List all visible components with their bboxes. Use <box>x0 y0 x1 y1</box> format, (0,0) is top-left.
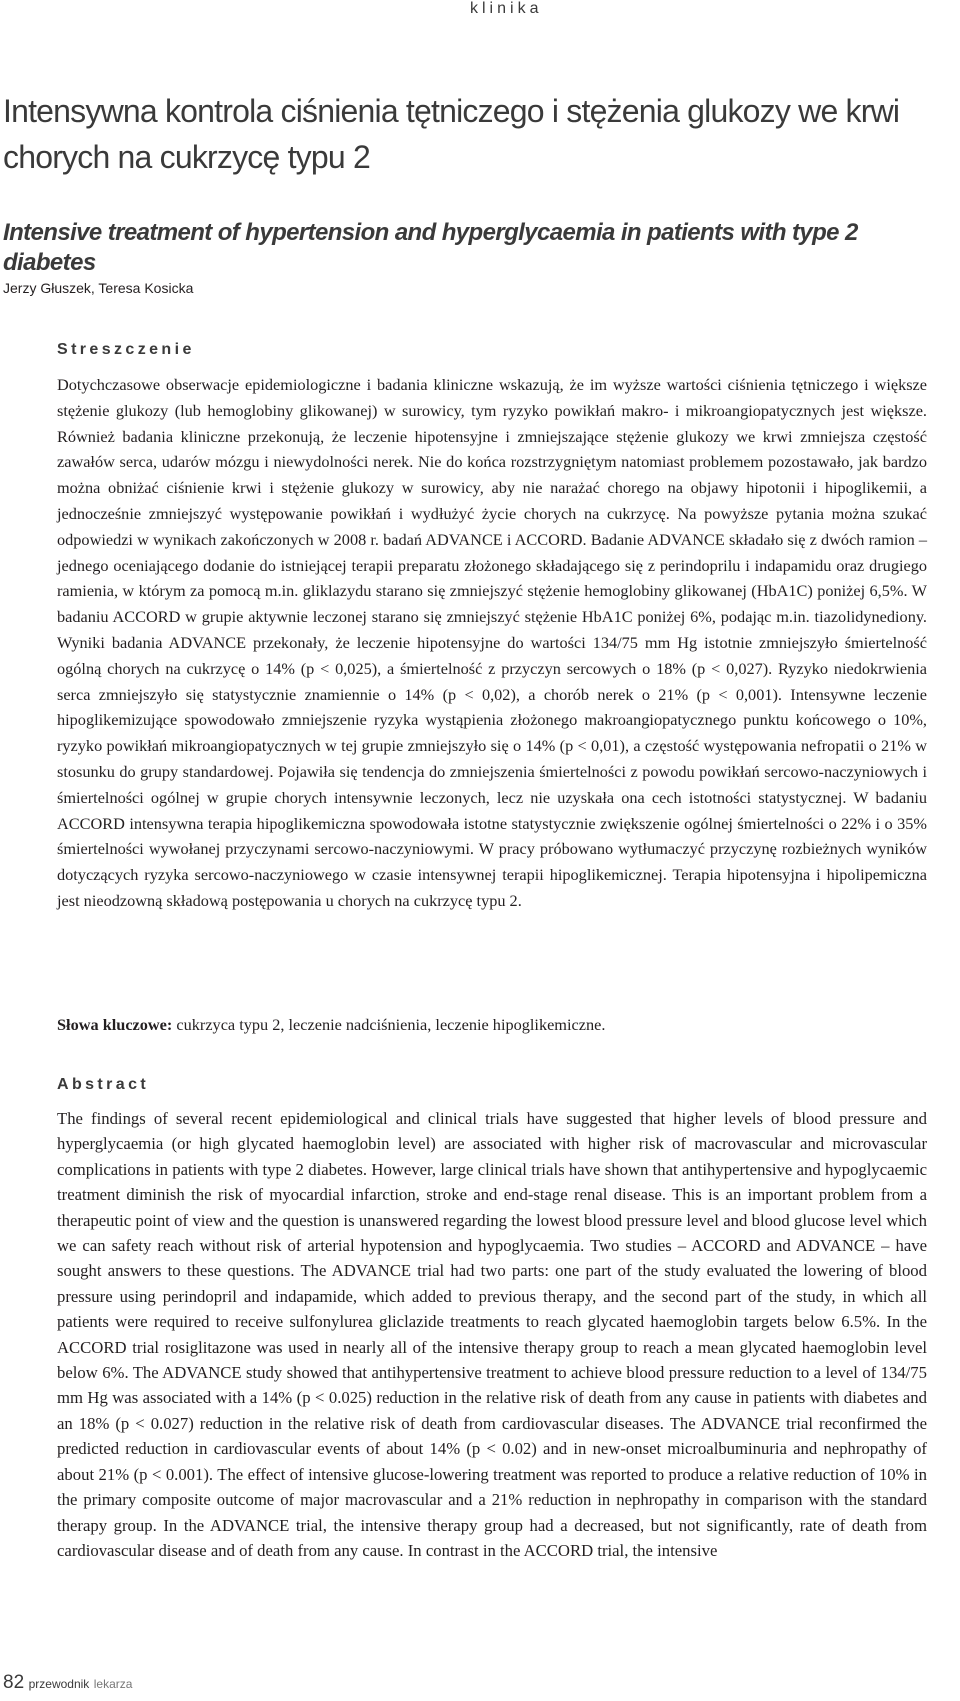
authors: Jerzy Głuszek, Teresa Kosicka <box>3 280 194 296</box>
abstract-heading: Abstract <box>57 1076 150 1093</box>
keywords-label: Słowa kluczowe: <box>57 1015 173 1034</box>
abstract-text: The findings of several recent epidemiological and clinical trials have suggested that higher levels of blood pressure and hyperglycaemia (or high glycated haemoglobin level) are associated with higher risk of macrovascular and microvascular complications in patients with type 2 diabetes. However, large clinical trials have shown that antihypertensive and hypoglycaemic treatment diminish the risk of myocardial infarction, stroke and end-stage renal disease. This is an important problem from a therapeutic point of view and the question is unanswered regarding the lowest blood pressure level and blood glucose level which we can safety reach without risk of arterial hypotension and hypoglycaemia. Two studies – ACCORD and ADVANCE – have sought answers to these questions. The ADVANCE trial had two parts: one part of the study evaluated the lowering of blood pressure using perindopril and indapamide, which added to previous therapy, and the second part of the study, in which all patients were required to receive sulfonylurea gliclazide treatments to reach glycated haemoglobin targets below 6.5%. In the ACCORD trial rosiglitazone was used in nearly all of the intensive therapy group to reach a mean glycated haemoglobin level below 6%. The ADVANCE study showed that antihypertensive treatment to achieve blood pressure reduction to a level of 134/75 mm Hg was associated with a 14% (p < 0.025) reduction in the relative risk of death from any cause in patients with diabetes and an 18% (p < 0.027) reduction in the relative risk of death from cardiovascular diseases. The ADVANCE trial reconfirmed the predicted reduction in cardiovascular events of about 14% (p < 0.02) and in new-onset microalbuminuria and nephropathy of about 21% (p < 0.001). The effect of intensive glucose-lowering treatment was reported to produce a relative reduction of 10% in the primary composite outcome of major macrovascular and a 21% reduction in nephropathy in comparison with the standard therapy group. In the ADVANCE trial, the intensive therapy group had a decreased, but not significantly, rate of death from cardiovascular disease and of death from any cause. In contrast in the ACCORD trial, the intensive <box>57 1109 927 1560</box>
article-title-english: Intensive treatment of hypertension and hyperglycaemia in patients with type 2 diabetes <box>3 219 858 276</box>
journal-name: przewodnik <box>28 1677 90 1691</box>
streszczenie-text: Dotychczasowe obserwacje epidemiologiczne i badania kliniczne wskazują, że im wyższe wartości ciśnienia tętniczego i większe stężenie glukozy (lub hemoglobiny glikowanej) w surowicy, tym ryzyko powikłań makro- i mikroangiopatycznych jest większe. Również badania kliniczne przekonują, że leczenie hipotensyjne i zmniejszające stężenie glukozy we krwi zmniejsza częstość zawałów serca, udarów mózgu i niewydolności nerek. Nie do końca rozstrzygniętym natomiast problemem pozostawało, jak bardzo można obniżać ciśnienie krwi i stężenie glukozy w surowicy, aby nie narażać chorego na objawy hipotonii i hipoglikemii, a jednocześnie zmniejszyć występowanie powikłań i wydłużyć życie chorych na cukrzycę. Na powyższe pytania można szukać odpowiedzi w wynikach zakończonych w 2008 r. badań ADVANCE i ACCORD. Badanie ADVANCE składało się z dwóch ramion – jednego oceniającego dodanie do istniejącej terapii preparatu złożonego składającego się z perindoprilu i indapamidu oraz drugiego ramienia, w którym za pomocą m.in. gliklazydu starano się zmniejszyć stężenie hemoglobiny glikowanej (HbA1C) poniżej 6,5%. W badaniu ACCORD w grupie aktywnie leczonej starano się zmniejszyć stężenie HbA1C poniżej 6%, podając m.in. tiazolidynediony. Wyniki badania ADVANCE przekonały, że leczenie hipotensyjne do wartości 134/75 mm Hg istotnie zmniejszyło śmiertelność ogólną chorych na cukrzycę o 14% (p < 0,025), a śmiertelność z przyczyn sercowych o 18% (p < 0,027). Ryzyko niedokrwienia serca zmniejszyło się statystycznie znamiennie o 14% (p < 0,02), a chorób nerek o 21% (p < 0,001). Intensywne leczenie hipoglikemizujące spowodowało zmniejszenie ryzyka wystąpienia złożonego makroangiopatycznego punktu końcowego o 10%, ryzyko powikłań mikroangiopatycznych w tej grupie zmniejszyło się o 14% (p < 0,01), a częstość występowania nefropatii o 21% w stosunku do grupy standardowej. Pojawiła się tendencja do zmniejszenia śmiertelności z powodu powikłań sercowo-naczyniowych i śmiertelności ogólnej w grupie chorych intensywnie leczonych, lecz nie uzyskała ona cech istotności statystycznej. W badaniu ACCORD intensywna terapia hipoglikemiczna spowodowała istotne statystycznie zwiększenie ogólnej śmiertelności o 22% i o 35% śmiertelności wywołanej przyczynami sercowo-naczyniowymi. W pracy próbowano wytłumaczyć przyczynę rozbieżnych wyników dotyczących ryzyka sercowo-naczyniowego w czasie intensywnej terapii hipoglikemicznej. Terapia hipotensyjna i hipolipemiczna jest nieodzowną składową postępowania u chorych na cukrzycę typu 2. <box>57 375 927 910</box>
page-number: 82 <box>3 1672 25 1693</box>
keywords <box>57 1012 927 1038</box>
streszczenie-heading: Streszczenie <box>57 341 195 358</box>
journal-name-suffix: lekarza <box>93 1677 133 1691</box>
section-label: klinika <box>470 0 543 17</box>
keywords-text: cukrzyca typu 2, leczenie nadciśnienia, leczenie hipoglikemiczne. <box>172 1015 606 1034</box>
page-footer <box>3 1672 132 1695</box>
article-title-polish: Intensywna kontrola ciśnienia tętniczego i stężenia glukozy we krwi chorych na cukrzycę typu 2 <box>3 93 900 175</box>
